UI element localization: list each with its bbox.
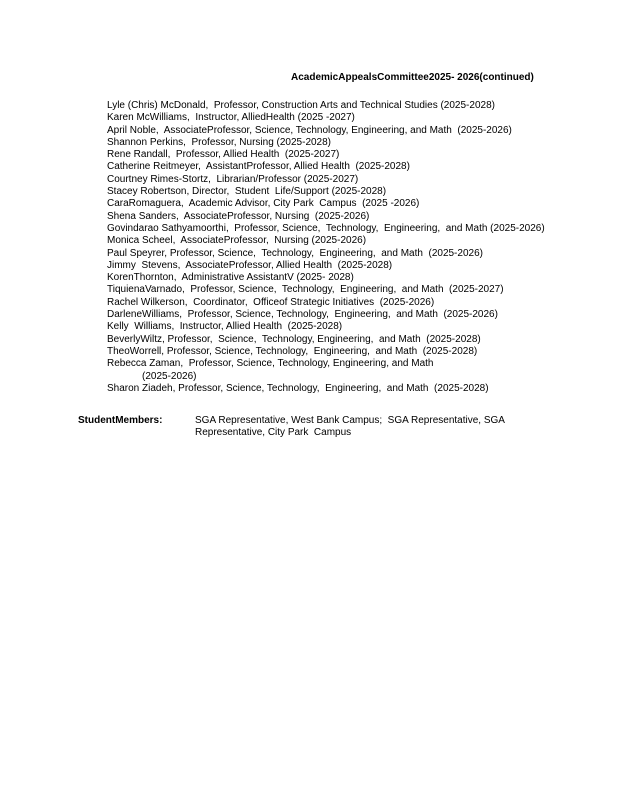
member-line: Shannon Perkins, Professor, Nursing (2025-2028) [107, 136, 332, 148]
member-line: Karen McWilliams, Instructor, AlliedHealth (2025 -2027) [107, 112, 355, 124]
member-line: Rachel Wilkerson, Coordinator, Officeof Strategic Initiatives (2025-2026) [107, 296, 435, 308]
member-line: TiquienaVarnado, Professor, Science, Technology, Engineering, and Math (2025-2027) [107, 284, 504, 296]
student-members-line: SGA Representative, West Bank Campus; SGA Representative, SGA [195, 415, 505, 426]
student-members-label: StudentMembers: [78, 415, 163, 426]
member-line: Shena Sanders, AssociateProfessor, Nursing (2025-2026) [107, 210, 370, 222]
member-line: Rene Randall, Professor, Allied Health (2025-2027) [107, 149, 340, 161]
member-line: Kelly Williams, Instructor, Allied Health (2025-2028) [107, 321, 343, 333]
member-line: Paul Speyrer, Professor, Science, Technology, Engineering, and Math (2025-2026) [107, 247, 483, 259]
member-line: Courtney Rimes-Stortz, Librarian/Professor (2025-2027) [107, 173, 359, 185]
member-line: BeverlyWiltz, Professor, Science, Technology, Engineering, and Math (2025-2028) [107, 333, 481, 345]
member-line: Sharon Ziadeh, Professor, Science, Technology, Engineering, and Math (2025-2028) [107, 382, 489, 394]
member-line: (2025-2026) [142, 370, 197, 382]
committee-member-list [107, 100, 545, 395]
member-line: April Noble, AssociateProfessor, Science, Technology, Engineering, and Math (2025-2026) [107, 124, 512, 136]
student-members-line: Representative, City Park Campus [195, 427, 352, 439]
member-line: Lyle (Chris) McDonald, Professor, Construction Arts and Technical Studies (2025-2028) [107, 100, 495, 111]
page-title: AcademicAppealsCommittee2025- 2026(continued) [291, 72, 534, 83]
member-line: Monica Scheel, AssociateProfessor, Nursing (2025-2026) [107, 235, 367, 247]
student-members-value [195, 415, 505, 440]
member-line: DarleneWilliams, Professor, Science, Technology, Engineering, and Math (2025-2026) [107, 309, 498, 321]
member-line: CaraRomaguera, Academic Advisor, City Park Campus (2025 -2026) [107, 198, 420, 210]
member-line: Rebecca Zaman, Professor, Science, Technology, Engineering, and Math [107, 358, 434, 370]
member-line: TheoWorrell, Professor, Science, Technology, Engineering, and Math (2025-2028) [107, 345, 478, 357]
member-line: Catherine Reitmeyer, AssistantProfessor, Allied Health (2025-2028) [107, 161, 410, 173]
member-line: Stacey Robertson, Director, Student Life/Support (2025-2028) [107, 186, 387, 198]
member-line: Jimmy Stevens, AssociateProfessor, Allied Health (2025-2028) [107, 259, 393, 271]
member-line: Govindarao Sathyamoorthi, Professor, Science, Technology, Engineering, and Math (2025-2026) [107, 222, 545, 234]
member-line: KorenThornton, Administrative AssistantV (2025- 2028) [107, 272, 354, 284]
